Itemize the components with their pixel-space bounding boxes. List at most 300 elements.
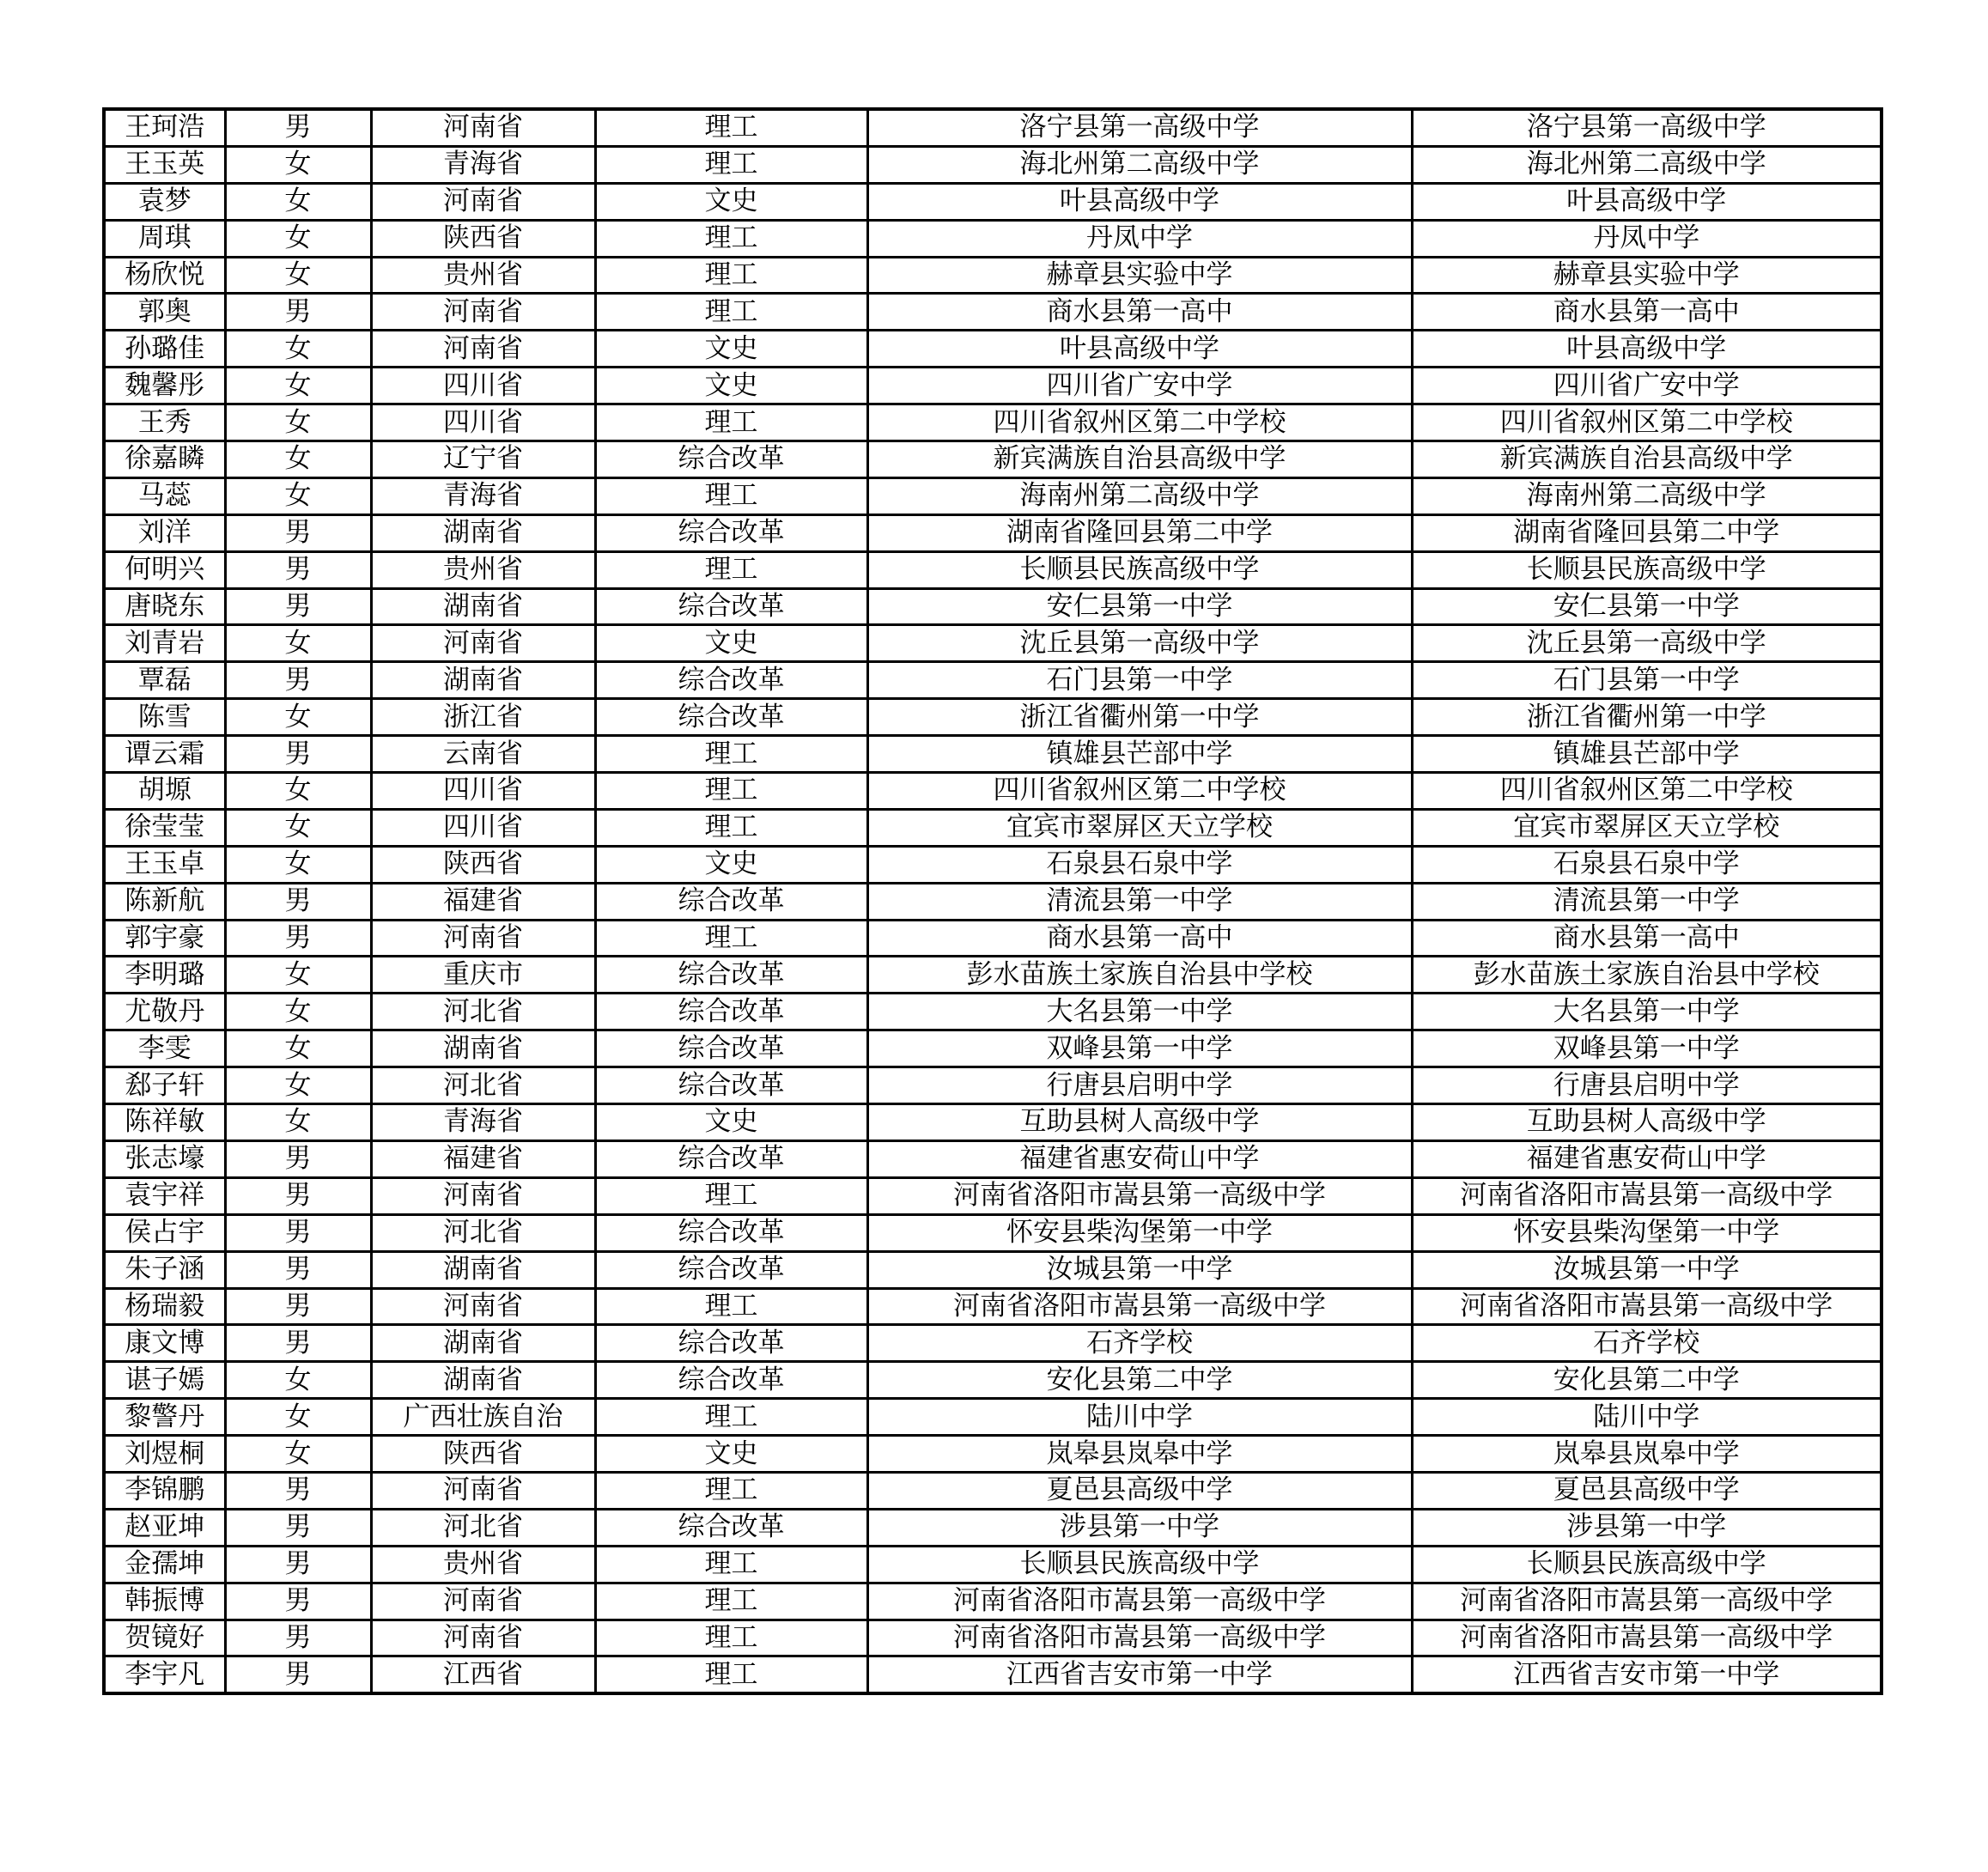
school-repeat-cell: 福建省惠安荷山中学 xyxy=(1412,1140,1882,1177)
province-cell: 贵州省 xyxy=(371,257,595,294)
gender-cell: 女 xyxy=(225,257,371,294)
school-cell: 宜宾市翠屏区天立学校 xyxy=(867,809,1412,846)
name-cell: 谭云霜 xyxy=(104,736,225,773)
school-cell: 商水县第一高中 xyxy=(867,920,1412,957)
gender-cell: 女 xyxy=(225,368,371,404)
table-row xyxy=(104,331,1882,368)
school-repeat-cell: 行唐县启明中学 xyxy=(1412,1067,1882,1104)
category-cell: 理工 xyxy=(595,809,867,846)
school-cell: 涉县第一中学 xyxy=(867,1509,1412,1546)
name-cell: 赵亚坤 xyxy=(104,1509,225,1546)
name-cell: 郭宇豪 xyxy=(104,920,225,957)
name-cell: 杨瑞毅 xyxy=(104,1288,225,1325)
table-row xyxy=(104,1620,1882,1656)
category-cell: 理工 xyxy=(595,220,867,257)
school-repeat-cell: 丹凤中学 xyxy=(1412,220,1882,257)
province-cell: 四川省 xyxy=(371,773,595,810)
gender-cell: 女 xyxy=(225,404,371,441)
school-cell: 四川省广安中学 xyxy=(867,368,1412,404)
name-cell: 黎警丹 xyxy=(104,1399,225,1436)
school-cell: 商水县第一高中 xyxy=(867,294,1412,331)
name-cell: 尤敬丹 xyxy=(104,994,225,1030)
school-cell: 行唐县启明中学 xyxy=(867,1067,1412,1104)
category-cell: 文史 xyxy=(595,846,867,883)
school-cell: 陆川中学 xyxy=(867,1399,1412,1436)
category-cell: 综合改革 xyxy=(595,1509,867,1546)
category-cell: 综合改革 xyxy=(595,1067,867,1104)
category-cell: 综合改革 xyxy=(595,1251,867,1288)
name-cell: 陈祥敏 xyxy=(104,1104,225,1141)
name-cell: 刘煜桐 xyxy=(104,1436,225,1473)
gender-cell: 男 xyxy=(225,1214,371,1251)
province-cell: 广西壮族自治 xyxy=(371,1399,595,1436)
school-repeat-cell: 长顺县民族高级中学 xyxy=(1412,1546,1882,1583)
name-cell: 陈雪 xyxy=(104,699,225,736)
school-repeat-cell: 安仁县第一中学 xyxy=(1412,588,1882,625)
province-cell: 福建省 xyxy=(371,883,595,920)
name-cell: 何明兴 xyxy=(104,551,225,588)
gender-cell: 女 xyxy=(225,220,371,257)
table-row xyxy=(104,846,1882,883)
table-row xyxy=(104,736,1882,773)
category-cell: 理工 xyxy=(595,1583,867,1620)
name-cell: 唐晓东 xyxy=(104,588,225,625)
gender-cell: 女 xyxy=(225,1067,371,1104)
school-repeat-cell: 江西省吉安市第一中学 xyxy=(1412,1656,1882,1693)
school-cell: 江西省吉安市第一中学 xyxy=(867,1656,1412,1693)
category-cell: 综合改革 xyxy=(595,957,867,994)
school-cell: 岚皋县岚皋中学 xyxy=(867,1436,1412,1473)
category-cell: 文史 xyxy=(595,183,867,220)
name-cell: 郭奥 xyxy=(104,294,225,331)
province-cell: 河南省 xyxy=(371,1620,595,1656)
name-cell: 刘青岩 xyxy=(104,625,225,662)
category-cell: 文史 xyxy=(595,1104,867,1141)
school-cell: 海南州第二高级中学 xyxy=(867,477,1412,514)
table-row xyxy=(104,1546,1882,1583)
school-repeat-cell: 汝城县第一中学 xyxy=(1412,1251,1882,1288)
gender-cell: 女 xyxy=(225,1030,371,1067)
school-repeat-cell: 清流县第一中学 xyxy=(1412,883,1882,920)
category-cell: 综合改革 xyxy=(595,1214,867,1251)
gender-cell: 女 xyxy=(225,331,371,368)
school-repeat-cell: 安化县第二中学 xyxy=(1412,1362,1882,1399)
school-repeat-cell: 河南省洛阳市嵩县第一高级中学 xyxy=(1412,1583,1882,1620)
table-row xyxy=(104,699,1882,736)
school-repeat-cell: 叶县高级中学 xyxy=(1412,183,1882,220)
name-cell: 魏馨彤 xyxy=(104,368,225,404)
table-row xyxy=(104,1472,1882,1509)
school-cell: 河南省洛阳市嵩县第一高级中学 xyxy=(867,1177,1412,1214)
table-row xyxy=(104,551,1882,588)
school-cell: 沈丘县第一高级中学 xyxy=(867,625,1412,662)
gender-cell: 男 xyxy=(225,1140,371,1177)
province-cell: 湖南省 xyxy=(371,514,595,551)
province-cell: 云南省 xyxy=(371,736,595,773)
category-cell: 理工 xyxy=(595,1177,867,1214)
school-cell: 长顺县民族高级中学 xyxy=(867,1546,1412,1583)
province-cell: 福建省 xyxy=(371,1140,595,1177)
school-repeat-cell: 商水县第一高中 xyxy=(1412,294,1882,331)
province-cell: 江西省 xyxy=(371,1656,595,1693)
school-cell: 河南省洛阳市嵩县第一高级中学 xyxy=(867,1620,1412,1656)
table-row xyxy=(104,625,1882,662)
school-cell: 互助县树人高级中学 xyxy=(867,1104,1412,1141)
province-cell: 河南省 xyxy=(371,109,595,146)
name-cell: 张志壕 xyxy=(104,1140,225,1177)
category-cell: 理工 xyxy=(595,1620,867,1656)
table-row xyxy=(104,994,1882,1030)
category-cell: 综合改革 xyxy=(595,441,867,478)
school-cell: 安化县第二中学 xyxy=(867,1362,1412,1399)
gender-cell: 女 xyxy=(225,441,371,478)
category-cell: 理工 xyxy=(595,551,867,588)
school-repeat-cell: 陆川中学 xyxy=(1412,1399,1882,1436)
province-cell: 湖南省 xyxy=(371,1030,595,1067)
province-cell: 湖南省 xyxy=(371,1251,595,1288)
gender-cell: 女 xyxy=(225,1436,371,1473)
category-cell: 综合改革 xyxy=(595,662,867,699)
table-row xyxy=(104,1214,1882,1251)
category-cell: 理工 xyxy=(595,1399,867,1436)
province-cell: 湖南省 xyxy=(371,588,595,625)
category-cell: 文史 xyxy=(595,368,867,404)
province-cell: 河北省 xyxy=(371,1509,595,1546)
school-cell: 福建省惠安荷山中学 xyxy=(867,1140,1412,1177)
school-cell: 石泉县石泉中学 xyxy=(867,846,1412,883)
category-cell: 综合改革 xyxy=(595,699,867,736)
school-cell: 湖南省隆回县第二中学 xyxy=(867,514,1412,551)
name-cell: 马蕊 xyxy=(104,477,225,514)
category-cell: 综合改革 xyxy=(595,1362,867,1399)
category-cell: 综合改革 xyxy=(595,514,867,551)
gender-cell: 男 xyxy=(225,294,371,331)
school-repeat-cell: 赫章县实验中学 xyxy=(1412,257,1882,294)
school-repeat-cell: 叶县高级中学 xyxy=(1412,331,1882,368)
name-cell: 康文博 xyxy=(104,1325,225,1362)
school-cell: 四川省叙州区第二中学校 xyxy=(867,404,1412,441)
table-row xyxy=(104,809,1882,846)
province-cell: 青海省 xyxy=(371,146,595,183)
province-cell: 四川省 xyxy=(371,404,595,441)
province-cell: 河北省 xyxy=(371,1214,595,1251)
table-row xyxy=(104,1104,1882,1141)
table-row xyxy=(104,109,1882,146)
gender-cell: 女 xyxy=(225,773,371,810)
category-cell: 理工 xyxy=(595,404,867,441)
school-cell: 夏邑县高级中学 xyxy=(867,1472,1412,1509)
province-cell: 河南省 xyxy=(371,1288,595,1325)
category-cell: 理工 xyxy=(595,736,867,773)
name-cell: 李明璐 xyxy=(104,957,225,994)
gender-cell: 男 xyxy=(225,551,371,588)
school-repeat-cell: 商水县第一高中 xyxy=(1412,920,1882,957)
school-repeat-cell: 大名县第一中学 xyxy=(1412,994,1882,1030)
province-cell: 辽宁省 xyxy=(371,441,595,478)
name-cell: 王秀 xyxy=(104,404,225,441)
gender-cell: 男 xyxy=(225,1620,371,1656)
province-cell: 河北省 xyxy=(371,994,595,1030)
name-cell: 郄子轩 xyxy=(104,1067,225,1104)
province-cell: 河南省 xyxy=(371,294,595,331)
school-cell: 石门县第一中学 xyxy=(867,662,1412,699)
category-cell: 理工 xyxy=(595,146,867,183)
category-cell: 理工 xyxy=(595,257,867,294)
name-cell: 胡塬 xyxy=(104,773,225,810)
school-repeat-cell: 四川省广安中学 xyxy=(1412,368,1882,404)
gender-cell: 男 xyxy=(225,588,371,625)
category-cell: 理工 xyxy=(595,294,867,331)
school-repeat-cell: 河南省洛阳市嵩县第一高级中学 xyxy=(1412,1177,1882,1214)
school-cell: 丹凤中学 xyxy=(867,220,1412,257)
name-cell: 李雯 xyxy=(104,1030,225,1067)
school-cell: 石齐学校 xyxy=(867,1325,1412,1362)
table-row xyxy=(104,514,1882,551)
table-row xyxy=(104,883,1882,920)
school-cell: 浙江省衢州第一中学 xyxy=(867,699,1412,736)
table-row xyxy=(104,1399,1882,1436)
school-cell: 河南省洛阳市嵩县第一高级中学 xyxy=(867,1583,1412,1620)
table-row xyxy=(104,368,1882,404)
school-cell: 汝城县第一中学 xyxy=(867,1251,1412,1288)
name-cell: 徐嘉瞵 xyxy=(104,441,225,478)
category-cell: 理工 xyxy=(595,773,867,810)
gender-cell: 女 xyxy=(225,625,371,662)
name-cell: 徐莹莹 xyxy=(104,809,225,846)
school-repeat-cell: 河南省洛阳市嵩县第一高级中学 xyxy=(1412,1620,1882,1656)
table-row xyxy=(104,1362,1882,1399)
name-cell: 王玉英 xyxy=(104,146,225,183)
table-row xyxy=(104,257,1882,294)
table-row xyxy=(104,1140,1882,1177)
school-cell: 新宾满族自治县高级中学 xyxy=(867,441,1412,478)
school-cell: 大名县第一中学 xyxy=(867,994,1412,1030)
gender-cell: 男 xyxy=(225,1656,371,1693)
gender-cell: 男 xyxy=(225,1472,371,1509)
province-cell: 河南省 xyxy=(371,183,595,220)
category-cell: 文史 xyxy=(595,331,867,368)
gender-cell: 男 xyxy=(225,1509,371,1546)
gender-cell: 男 xyxy=(225,1288,371,1325)
category-cell: 理工 xyxy=(595,920,867,957)
school-cell: 怀安县柴沟堡第一中学 xyxy=(867,1214,1412,1251)
category-cell: 综合改革 xyxy=(595,1140,867,1177)
province-cell: 河北省 xyxy=(371,1067,595,1104)
province-cell: 四川省 xyxy=(371,368,595,404)
school-repeat-cell: 石门县第一中学 xyxy=(1412,662,1882,699)
school-repeat-cell: 浙江省衢州第一中学 xyxy=(1412,699,1882,736)
province-cell: 湖南省 xyxy=(371,662,595,699)
table-row xyxy=(104,441,1882,478)
province-cell: 河南省 xyxy=(371,331,595,368)
gender-cell: 男 xyxy=(225,662,371,699)
table-row xyxy=(104,1509,1882,1546)
category-cell: 综合改革 xyxy=(595,588,867,625)
school-cell: 长顺县民族高级中学 xyxy=(867,551,1412,588)
table-row xyxy=(104,1436,1882,1473)
gender-cell: 男 xyxy=(225,1177,371,1214)
name-cell: 杨欣悦 xyxy=(104,257,225,294)
school-repeat-cell: 镇雄县芒部中学 xyxy=(1412,736,1882,773)
province-cell: 河南省 xyxy=(371,1177,595,1214)
gender-cell: 男 xyxy=(225,736,371,773)
gender-cell: 男 xyxy=(225,920,371,957)
table-row xyxy=(104,1656,1882,1693)
name-cell: 朱子涵 xyxy=(104,1251,225,1288)
school-cell: 双峰县第一中学 xyxy=(867,1030,1412,1067)
province-cell: 四川省 xyxy=(371,809,595,846)
table-row xyxy=(104,477,1882,514)
name-cell: 韩振博 xyxy=(104,1583,225,1620)
table-row xyxy=(104,1030,1882,1067)
roster-body xyxy=(104,109,1882,1693)
school-repeat-cell: 海南州第二高级中学 xyxy=(1412,477,1882,514)
school-repeat-cell: 石齐学校 xyxy=(1412,1325,1882,1362)
category-cell: 文史 xyxy=(595,625,867,662)
table-row xyxy=(104,1325,1882,1362)
school-cell: 河南省洛阳市嵩县第一高级中学 xyxy=(867,1288,1412,1325)
school-repeat-cell: 洛宁县第一高级中学 xyxy=(1412,109,1882,146)
category-cell: 文史 xyxy=(595,1436,867,1473)
school-repeat-cell: 长顺县民族高级中学 xyxy=(1412,551,1882,588)
category-cell: 综合改革 xyxy=(595,1325,867,1362)
name-cell: 谌子嫣 xyxy=(104,1362,225,1399)
gender-cell: 男 xyxy=(225,1546,371,1583)
school-repeat-cell: 互助县树人高级中学 xyxy=(1412,1104,1882,1141)
gender-cell: 女 xyxy=(225,1104,371,1141)
gender-cell: 男 xyxy=(225,514,371,551)
category-cell: 理工 xyxy=(595,1472,867,1509)
name-cell: 贺镜好 xyxy=(104,1620,225,1656)
name-cell: 袁宇祥 xyxy=(104,1177,225,1214)
category-cell: 理工 xyxy=(595,1288,867,1325)
school-repeat-cell: 怀安县柴沟堡第一中学 xyxy=(1412,1214,1882,1251)
province-cell: 青海省 xyxy=(371,477,595,514)
gender-cell: 女 xyxy=(225,699,371,736)
name-cell: 周琪 xyxy=(104,220,225,257)
school-repeat-cell: 双峰县第一中学 xyxy=(1412,1030,1882,1067)
gender-cell: 女 xyxy=(225,994,371,1030)
province-cell: 河南省 xyxy=(371,920,595,957)
province-cell: 湖南省 xyxy=(371,1362,595,1399)
table-row xyxy=(104,146,1882,183)
gender-cell: 男 xyxy=(225,1325,371,1362)
province-cell: 陕西省 xyxy=(371,220,595,257)
name-cell: 刘洋 xyxy=(104,514,225,551)
table-row xyxy=(104,662,1882,699)
name-cell: 孙璐佳 xyxy=(104,331,225,368)
table-row xyxy=(104,1251,1882,1288)
gender-cell: 女 xyxy=(225,957,371,994)
table-row xyxy=(104,773,1882,810)
category-cell: 综合改革 xyxy=(595,883,867,920)
category-cell: 理工 xyxy=(595,109,867,146)
name-cell: 覃磊 xyxy=(104,662,225,699)
table-row xyxy=(104,294,1882,331)
province-cell: 河南省 xyxy=(371,1472,595,1509)
school-repeat-cell: 夏邑县高级中学 xyxy=(1412,1472,1882,1509)
name-cell: 王珂浩 xyxy=(104,109,225,146)
school-repeat-cell: 沈丘县第一高级中学 xyxy=(1412,625,1882,662)
school-cell: 四川省叙州区第二中学校 xyxy=(867,773,1412,810)
school-repeat-cell: 海北州第二高级中学 xyxy=(1412,146,1882,183)
province-cell: 河南省 xyxy=(371,1583,595,1620)
province-cell: 贵州省 xyxy=(371,551,595,588)
gender-cell: 男 xyxy=(225,883,371,920)
table-row xyxy=(104,957,1882,994)
province-cell: 陕西省 xyxy=(371,1436,595,1473)
student-roster-table xyxy=(102,107,1883,1695)
gender-cell: 女 xyxy=(225,846,371,883)
school-cell: 彭水苗族土家族自治县中学校 xyxy=(867,957,1412,994)
gender-cell: 女 xyxy=(225,183,371,220)
table-row xyxy=(104,1583,1882,1620)
school-cell: 安仁县第一中学 xyxy=(867,588,1412,625)
province-cell: 贵州省 xyxy=(371,1546,595,1583)
province-cell: 湖南省 xyxy=(371,1325,595,1362)
school-repeat-cell: 石泉县石泉中学 xyxy=(1412,846,1882,883)
school-cell: 清流县第一中学 xyxy=(867,883,1412,920)
province-cell: 青海省 xyxy=(371,1104,595,1141)
school-repeat-cell: 新宾满族自治县高级中学 xyxy=(1412,441,1882,478)
school-repeat-cell: 涉县第一中学 xyxy=(1412,1509,1882,1546)
school-repeat-cell: 彭水苗族土家族自治县中学校 xyxy=(1412,957,1882,994)
name-cell: 王玉卓 xyxy=(104,846,225,883)
table-row xyxy=(104,1288,1882,1325)
name-cell: 金孺坤 xyxy=(104,1546,225,1583)
gender-cell: 女 xyxy=(225,477,371,514)
school-cell: 叶县高级中学 xyxy=(867,183,1412,220)
gender-cell: 男 xyxy=(225,109,371,146)
school-cell: 镇雄县芒部中学 xyxy=(867,736,1412,773)
province-cell: 重庆市 xyxy=(371,957,595,994)
school-repeat-cell: 四川省叙州区第二中学校 xyxy=(1412,773,1882,810)
gender-cell: 男 xyxy=(225,1583,371,1620)
school-cell: 海北州第二高级中学 xyxy=(867,146,1412,183)
gender-cell: 女 xyxy=(225,146,371,183)
school-repeat-cell: 河南省洛阳市嵩县第一高级中学 xyxy=(1412,1288,1882,1325)
school-cell: 叶县高级中学 xyxy=(867,331,1412,368)
province-cell: 浙江省 xyxy=(371,699,595,736)
category-cell: 综合改革 xyxy=(595,994,867,1030)
category-cell: 理工 xyxy=(595,1656,867,1693)
table-row xyxy=(104,183,1882,220)
table-row xyxy=(104,1067,1882,1104)
name-cell: 李宇凡 xyxy=(104,1656,225,1693)
name-cell: 袁梦 xyxy=(104,183,225,220)
gender-cell: 女 xyxy=(225,1399,371,1436)
gender-cell: 女 xyxy=(225,809,371,846)
table-row xyxy=(104,220,1882,257)
table-row xyxy=(104,920,1882,957)
category-cell: 综合改革 xyxy=(595,1030,867,1067)
name-cell: 侯占宇 xyxy=(104,1214,225,1251)
name-cell: 陈新航 xyxy=(104,883,225,920)
school-repeat-cell: 岚皋县岚皋中学 xyxy=(1412,1436,1882,1473)
table-row xyxy=(104,1177,1882,1214)
gender-cell: 男 xyxy=(225,1251,371,1288)
gender-cell: 女 xyxy=(225,1362,371,1399)
name-cell: 李锦鹏 xyxy=(104,1472,225,1509)
province-cell: 河南省 xyxy=(371,625,595,662)
school-cell: 洛宁县第一高级中学 xyxy=(867,109,1412,146)
school-repeat-cell: 湖南省隆回县第二中学 xyxy=(1412,514,1882,551)
table-row xyxy=(104,588,1882,625)
school-cell: 赫章县实验中学 xyxy=(867,257,1412,294)
province-cell: 陕西省 xyxy=(371,846,595,883)
school-repeat-cell: 宜宾市翠屏区天立学校 xyxy=(1412,809,1882,846)
table-row xyxy=(104,404,1882,441)
